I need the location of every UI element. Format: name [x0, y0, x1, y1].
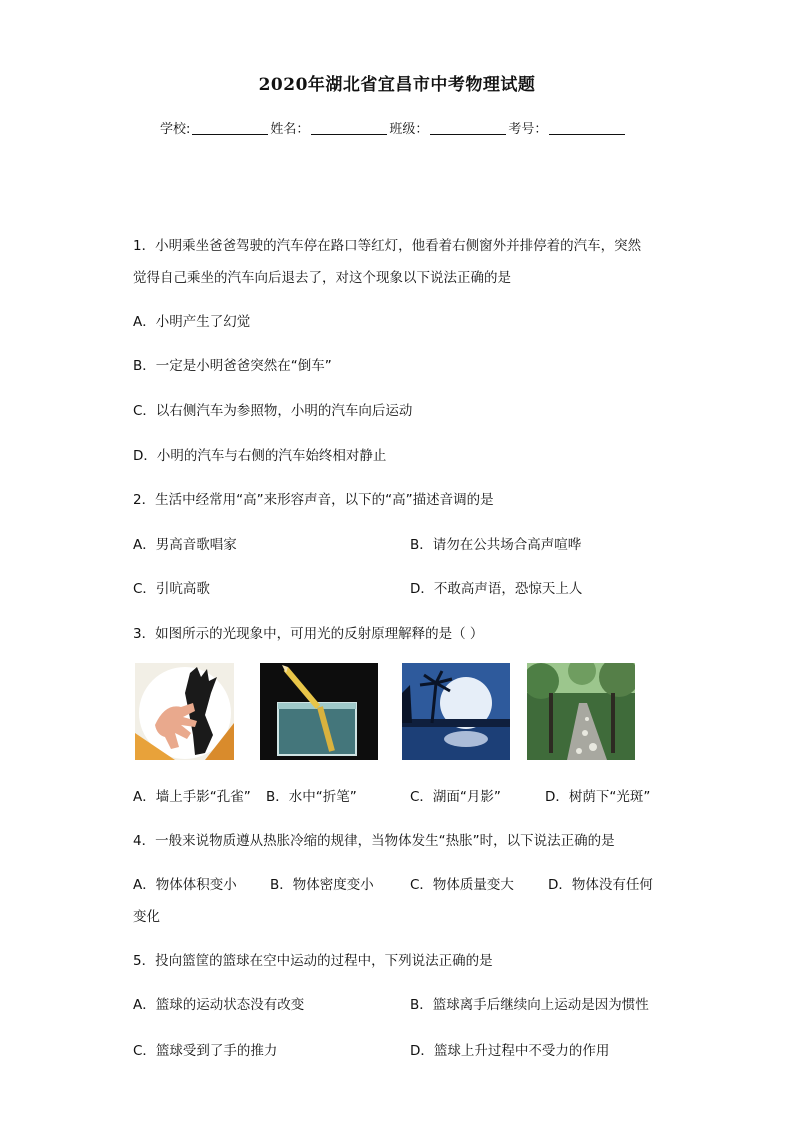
class-label: 班级： [389, 122, 429, 137]
class-blank [430, 122, 506, 135]
q5-option-a: A．篮球的运动状态没有改变 [133, 997, 305, 1013]
q1-option-c: C．以右侧汽车为参照物，小明的汽车向后运动 [133, 403, 413, 419]
exam-no-label: 考号： [508, 122, 548, 137]
q4-option-d-continued: 变化 [133, 909, 160, 925]
q3-option-a: A．墙上手影“孔雀” [133, 789, 251, 805]
q5-option-b: B．篮球离手后继续向上运动是因为惯性 [410, 997, 649, 1013]
exam-no-blank [549, 122, 625, 135]
q4-option-c: C．物体质量变大 [410, 877, 514, 893]
student-info-row [160, 118, 627, 137]
hand-shadow-peacock-image [135, 663, 234, 760]
q1-option-d: D．小明的汽车与右侧的汽车始终相对静止 [133, 448, 387, 464]
q1-option-a: A．小明产生了幻觉 [133, 314, 251, 330]
moon-reflection-lake-image [402, 663, 510, 760]
q3-option-b: B．水中“折笔” [266, 789, 357, 805]
q4-option-d: D．物体没有任何 [548, 877, 653, 893]
school-blank [192, 122, 268, 135]
q1-option-b: B．一定是小明爸爸突然在“倒车” [133, 358, 332, 374]
q4-option-a: A．物体体积变小 [133, 877, 237, 893]
q2-option-d: D．不敢高声语，恐惊天上人 [410, 581, 583, 597]
q1-stem-line2: 觉得自己乘坐的汽车向后退去了，对这个现象以下说法正确的是 [133, 270, 511, 286]
bent-pencil-in-water-image [260, 663, 378, 760]
tree-shade-light-spots-image [527, 663, 635, 760]
q5-option-d: D．篮球上升过程中不受力的作用 [410, 1043, 610, 1059]
q2-stem: 2．生活中经常用“高”来形容声音，以下的“高”描述音调的是 [133, 492, 494, 508]
q5-stem: 5．投向篮筐的篮球在空中运动的过程中，下列说法正确的是 [133, 953, 493, 969]
q1-stem-line1: 1．小明乘坐爸爸驾驶的汽车停在路口等红灯，他看着右侧窗外并排停着的汽车，突然 [133, 238, 642, 254]
q2-option-b: B．请勿在公共场合高声喧哗 [410, 537, 582, 553]
q3-option-d: D．树荫下“光斑” [545, 789, 651, 805]
q3-stem: 3．如图所示的光现象中，可用光的反射原理解释的是（ ） [133, 626, 484, 642]
name-label: 姓名： [270, 122, 310, 137]
page-title: 2020年湖北省宜昌市中考物理试题 [258, 75, 536, 95]
q2-option-a: A．男高音歌唱家 [133, 537, 237, 553]
q5-option-c: C．篮球受到了手的推力 [133, 1043, 278, 1059]
name-blank [311, 122, 387, 135]
school-label: 学校: [160, 122, 191, 137]
q3-option-c: C．湖面“月影” [410, 789, 501, 805]
q2-option-c: C．引吭高歌 [133, 581, 210, 597]
q4-stem: 4．一般来说物质遵从热胀冷缩的规律，当物体发生“热胀”时，以下说法正确的是 [133, 833, 615, 849]
q4-option-b: B．物体密度变小 [270, 877, 374, 893]
